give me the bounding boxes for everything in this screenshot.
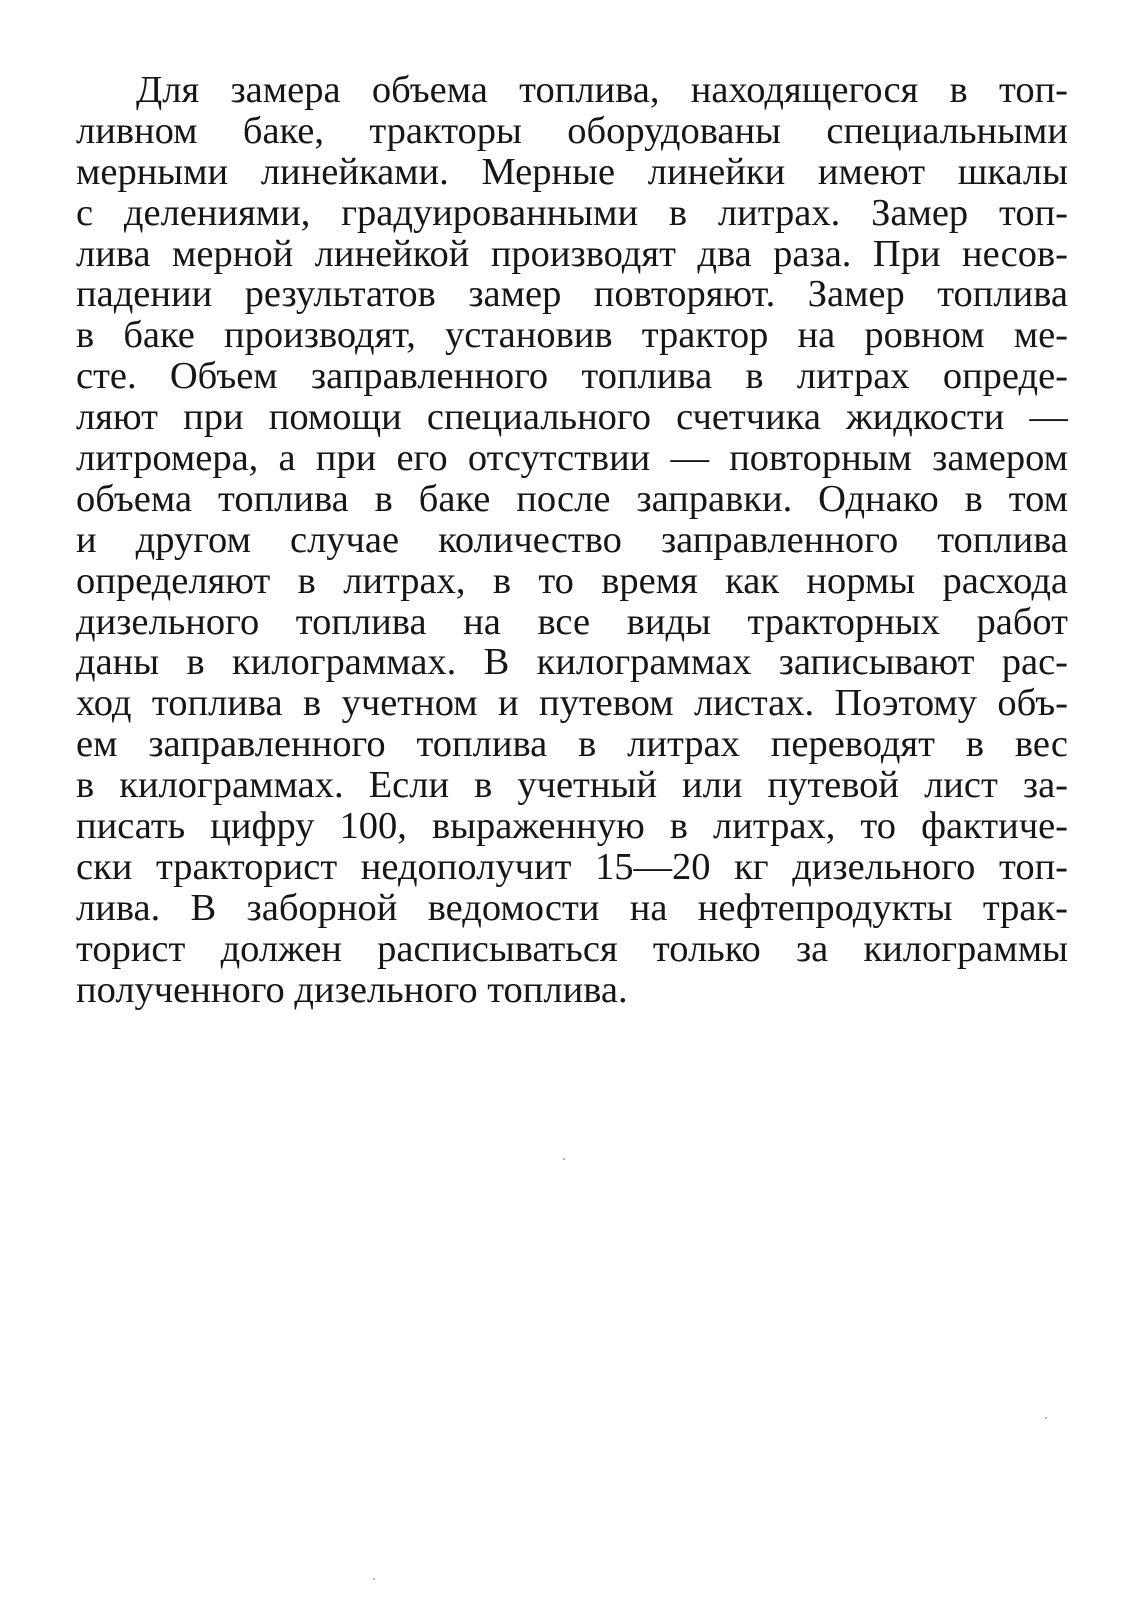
paragraph-line: писать цифру 100, выраженную в литрах, то фактиче-	[76, 806, 1068, 847]
paragraph-line: даны в килограммах. В килограммах записывают рас-	[76, 642, 1068, 684]
paragraph-line: падении результатов замер повторяют. Замер топлива	[76, 274, 1068, 316]
paragraph-line: с делениями, градуированными в литрах. Замер топ-	[76, 192, 1068, 234]
paragraph-line: ливном баке, тракторы оборудованы специальными	[76, 110, 1068, 152]
scan-speck	[563, 1158, 565, 1160]
paragraph-line: в килограммах. Если в учетный или путевой лист за-	[76, 765, 1068, 807]
paragraph-line: лива. В заборной ведомости на нефтепродукты трак-	[76, 887, 1068, 929]
paragraph-line: в баке производят, установив трактор на ровном ме-	[76, 315, 1068, 357]
paragraph-line: дизельного топлива на все виды тракторных работ	[76, 601, 1068, 643]
paragraph-line: торист должен расписываться только за килограммы	[76, 928, 1068, 970]
paragraph-line: ски тракторист недополучит 15—20 кг дизельного топ-	[76, 846, 1068, 888]
paragraph-line: объема топлива в баке после заправки. Однако в том	[76, 478, 1068, 520]
paragraph-line: ем заправленного топлива в литрах переводят в вес	[76, 724, 1068, 766]
paragraph-line: ход топлива в учетном и путевом листах. Поэтому объ-	[76, 683, 1068, 725]
paragraph-line: Для замера объема топлива, находящегося в топ-	[136, 70, 1068, 111]
scan-speck	[1045, 1417, 1047, 1419]
paragraph-line: лива мерной линейкой производят два раза. При несов-	[76, 233, 1068, 275]
paragraph-line: мерными линейками. Мерные линейки имеют шкалы	[76, 151, 1068, 193]
paragraph-line: сте. Объем заправленного топлива в литрах опреде-	[76, 356, 1068, 398]
paragraph-line: полученного дизельного топлива.	[76, 969, 628, 1011]
paragraph-line: литромера, а при его отсутствии — повторным замером	[76, 438, 1068, 479]
scan-speck	[373, 1578, 375, 1580]
paragraph-line: и другом случае количество заправленного топлива	[76, 519, 1068, 561]
paragraph-line: ляют при помощи специального счетчика жидкости —	[76, 397, 1068, 439]
body-paragraph	[76, 70, 1068, 1010]
paragraph-line: определяют в литрах, в то время как нормы расхода	[76, 560, 1068, 602]
